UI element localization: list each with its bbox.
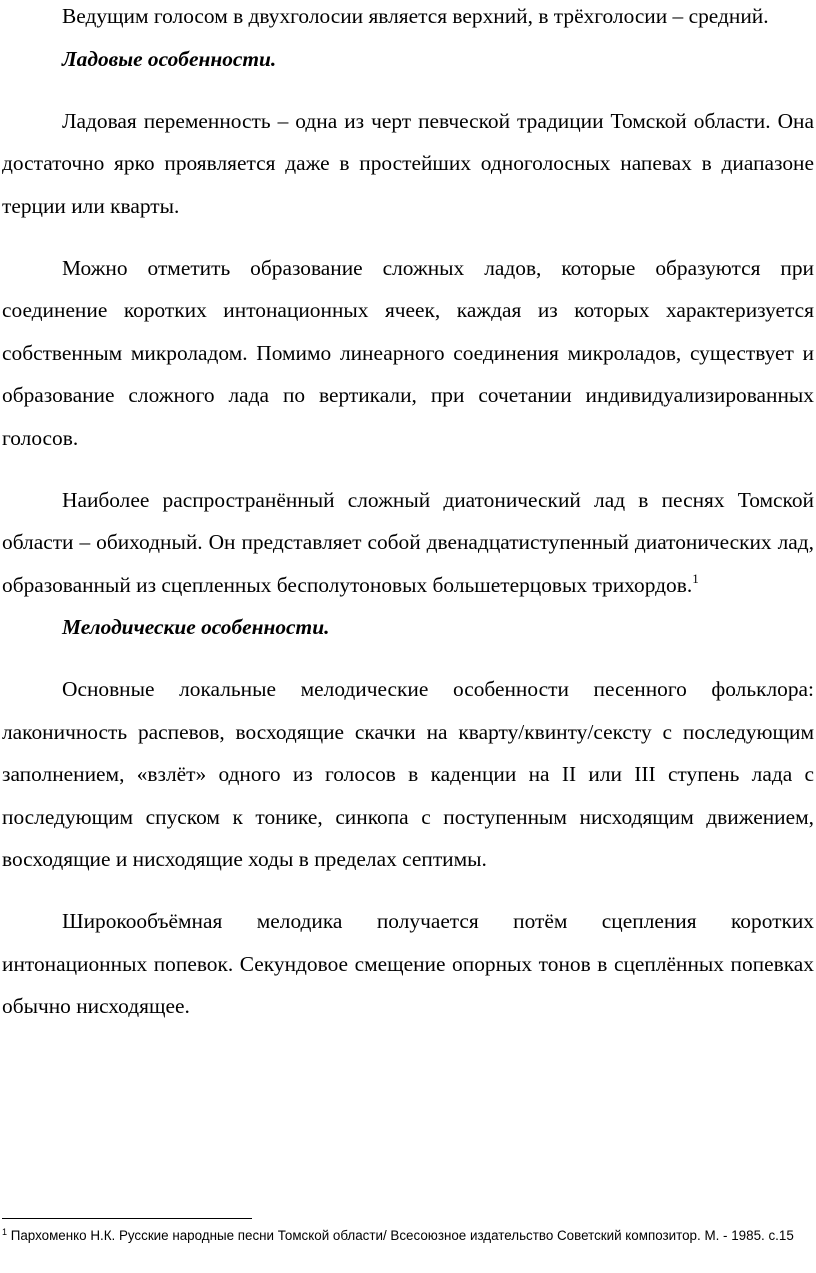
paragraph-melodic-features: Основные локальные мелодические особенности песенного фольклора: лаконичность распевов, восходящие скачки на кварту/квинту/сексту с последующим заполнением, «взлёт» одного из голосов в каденции на II или III ступень лада с последующим спуском к тонике, синкопа с поступенным нисходящим движением, восходящие и нисходящие ходы в пределах септимы. [2, 677, 814, 871]
paragraph-obikhod-mode [2, 479, 814, 607]
paragraph-wide-range-melody: Широкообъёмная мелодика получается потём сцепления коротких интонационных попевок. Секундовое смещение опорных тонов в сцеплённых попевках обычно нисходящее. [2, 909, 814, 1018]
paragraph-voice-leading: Ведущим голосом в двухголосии является верхний, в трёхголосии – средний. [62, 4, 769, 28]
paragraph-complex-modes: Можно отметить образование сложных ладов, которые образуются при соединение коротких интонационных ячеек, каждая из которых характеризуется собственным микроладом. Помимо линеарного соединения микроладов, существует и образование сложного лада по вертикали, при сочетании индивидуализированных голосов. [2, 255, 814, 450]
footnote-number: 1 [2, 1227, 8, 1237]
paragraph-obikhod-text: Наиболее распространённый сложный диатонический лад в песнях Томской области – обиходный. Он представляет собой двенадцатиступенный диатонических лад, образованный из сцепленных бесполутоновых большетерцовых трихордов. [2, 487, 814, 597]
footnote-separator [2, 1218, 252, 1219]
heading-melodic-features: Мелодические особенности. [62, 615, 330, 639]
footnote [2, 1225, 802, 1247]
footnote-text: Пархоменко Н.К. Русские народные песни Томской области/ Всесоюзное издательство Советский композитор. М. - 1985. с.15 [7, 1228, 794, 1243]
footnote-area [2, 1218, 802, 1247]
heading-modal-features: Ладовые особенности. [62, 46, 277, 71]
footnote-reference[interactable]: 1 [692, 570, 699, 586]
paragraph-modal-variability: Ладовая переменность – одна из черт певческой традиции Томской области. Она достаточно ярко проявляется даже в простейших одноголосных напевах в диапазоне терции или кварты. [2, 108, 814, 218]
